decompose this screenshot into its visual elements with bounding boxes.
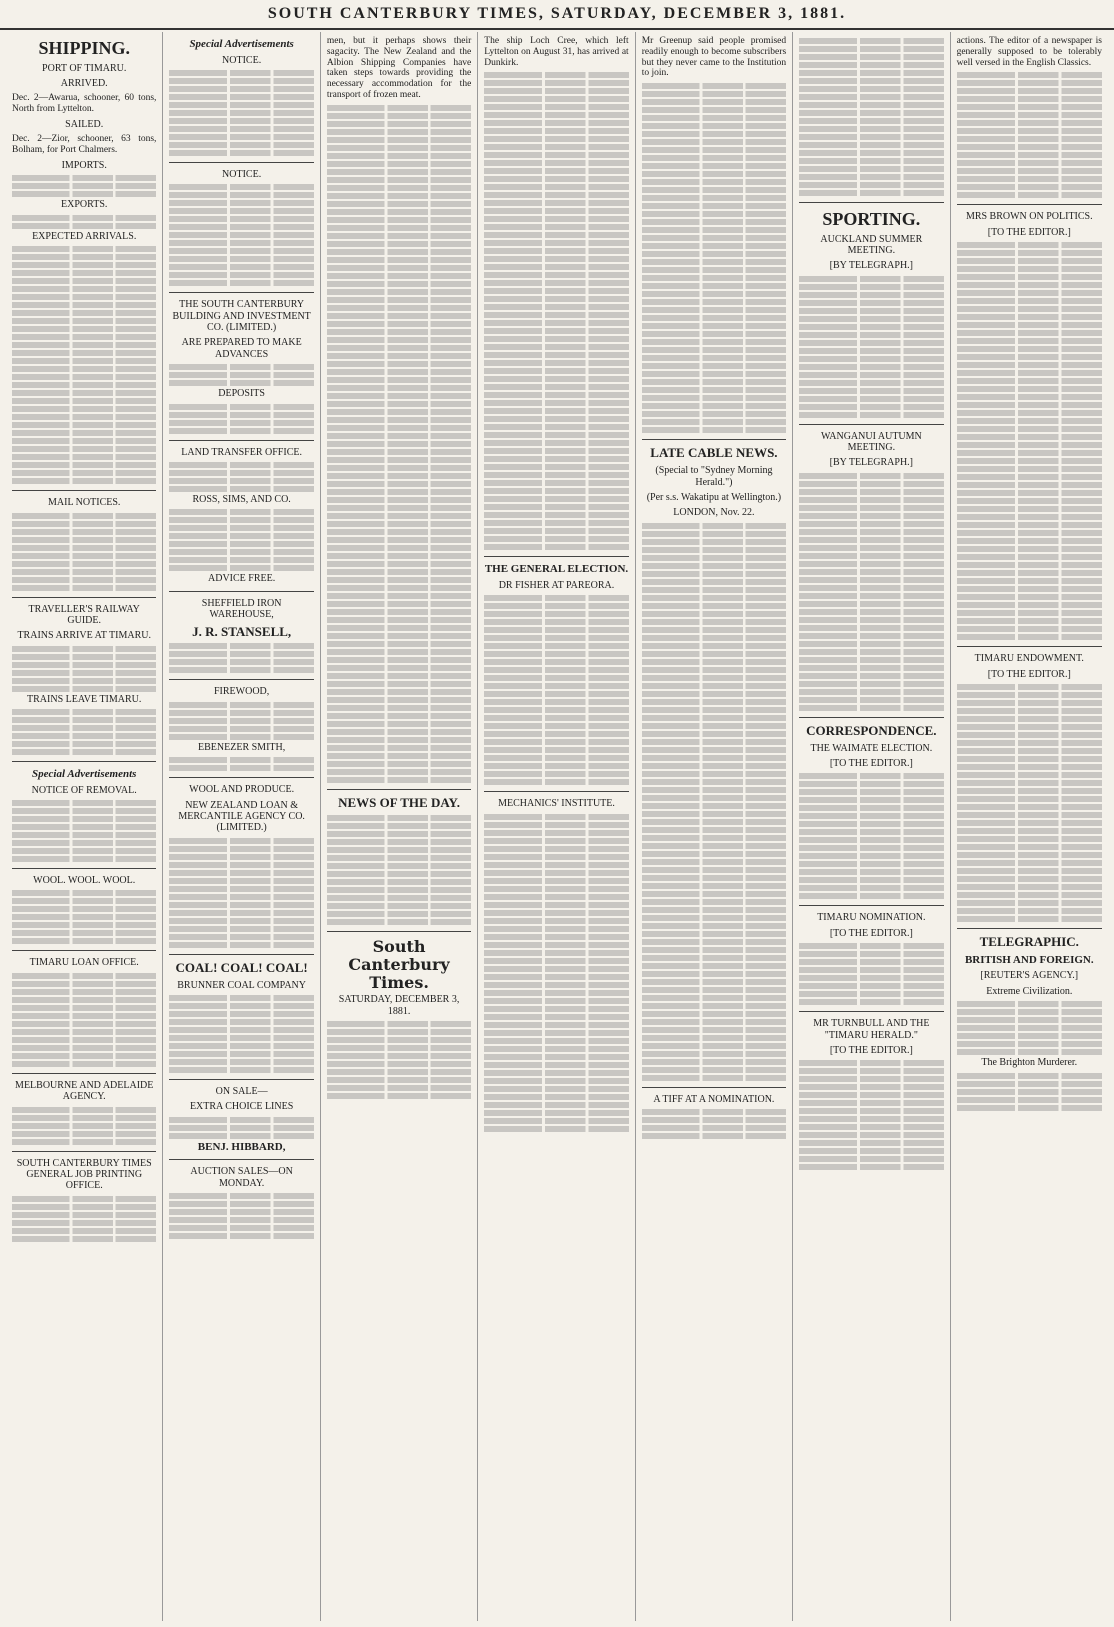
arrive-heading: TRAINS ARRIVE AT TIMARU.: [17, 630, 151, 642]
column-5: [636, 32, 793, 1621]
advice-free: ADVICE FREE.: [208, 573, 276, 585]
hibbard-heading: BENJ. HIBBARD,: [197, 1140, 286, 1153]
masthead: [0, 0, 1114, 30]
murderer-heading: The Brighton Murderer.: [981, 1057, 1078, 1069]
auction-heading: AUCTION SALES—ON MONDAY.: [190, 1166, 293, 1189]
election-heading: THE GENERAL ELECTION.: [484, 563, 629, 576]
col5-text: Mr Greenup said people promised readily enough to become subscribers but they never came to the Institution to join.: [641, 36, 787, 79]
loan-heading: TIMARU LOAN OFFICE.: [29, 957, 139, 969]
print-office-heading: SOUTH CANTERBURY TIMES GENERAL JOB PRINTING OFFICE.: [16, 1157, 152, 1192]
stansell-heading: J. R. STANSELL,: [192, 623, 292, 639]
column-6: [793, 32, 950, 1621]
reuter-heading: [REUTER'S AGENCY.]: [980, 970, 1079, 982]
leave-heading: TRAINS LEAVE TIMARU.: [27, 693, 142, 705]
special-ads-heading-1: Special Advertisements: [32, 768, 137, 781]
to-editor-3: [TO THE EDITOR.]: [829, 1045, 913, 1057]
sailed-text: Dec. 2—Zior, schooner, 63 tons, Bolham, for Port Chalmers.: [12, 134, 157, 156]
wanganui-heading: WANGANUI AUTUMN MEETING.: [820, 430, 922, 454]
land-transfer-heading: LAND TRANSFER OFFICE.: [181, 446, 302, 458]
notice-heading-2: NOTICE.: [222, 168, 262, 180]
coal-heading: COAL! COAL! COAL!: [175, 959, 308, 975]
expected-heading: EXPECTED ARRIVALS.: [32, 230, 137, 242]
cable-via: (Per s.s. Wakatipu at Wellington.): [646, 491, 782, 503]
politics-heading: MRS BROWN ON POLITICS.: [965, 211, 1093, 223]
shipping-heading: SHIPPING.: [38, 38, 130, 58]
cable-london: LONDON, Nov. 22.: [673, 507, 755, 519]
mail-heading: MAIL NOTICES.: [48, 497, 121, 509]
turnbull-heading: MR TURNBULL AND THE "TIMARU HERALD.": [813, 1018, 930, 1041]
on-sale-heading: ON SALE—: [215, 1085, 268, 1097]
news-heading: NEWS OF THE DAY.: [338, 794, 460, 810]
correspondence-heading: CORRESPONDENCE.: [806, 722, 937, 738]
exports-heading: EXPORTS.: [61, 199, 108, 211]
paper-date: SATURDAY, DECEMBER 3, 1881.: [338, 994, 460, 1017]
building-heading: THE SOUTH CANTERBURY BUILDING AND INVESTMENT CO. (LIMITED.): [172, 299, 311, 334]
mechanics-heading: MECHANICS' INSTITUTE.: [498, 798, 615, 810]
brunner-heading: BRUNNER COAL COMPANY: [177, 979, 306, 991]
auckland-heading: AUCKLAND SUMMER MEETING.: [820, 233, 923, 256]
column-2: [163, 32, 320, 1621]
removal-heading: NOTICE OF REMOVAL.: [31, 784, 137, 796]
nomination-heading: TIMARU NOMINATION.: [817, 912, 926, 924]
port-heading: PORT OF TIMARU.: [42, 62, 127, 74]
wool-heading: WOOL. WOOL. WOOL.: [33, 875, 136, 887]
to-editor-4: [TO THE EDITOR.]: [987, 226, 1071, 238]
imports-heading: IMPORTS.: [61, 160, 107, 171]
firewood-heading: FIREWOOD,: [213, 686, 270, 698]
wool-produce-heading: WOOL AND PRODUCE.: [189, 784, 295, 796]
cable-special: (Special to "Sydney Morning Herald."): [655, 465, 773, 488]
deposits-heading: DEPOSITS: [218, 388, 265, 400]
endowment-heading: TIMARU ENDOWMENT.: [974, 653, 1084, 665]
columns: [6, 32, 1108, 1621]
arrived-heading: ARRIVED.: [60, 77, 108, 89]
ross-sims-heading: ROSS, SIMS, AND CO.: [192, 494, 291, 506]
cable-heading: LATE CABLE NEWS.: [650, 445, 778, 461]
fisher-heading: DR FISHER AT PAREORA.: [498, 580, 615, 592]
telegraphic-heading: TELEGRAPHIC.: [979, 934, 1079, 950]
tiff-heading: A TIFF AT A NOMINATION.: [653, 1093, 775, 1105]
to-editor-5: [TO THE EDITOR.]: [987, 668, 1071, 680]
column-1: [6, 32, 163, 1621]
nz-loan-heading: NEW ZEALAND LOAN & MERCANTILE AGENCY CO. (LIMITED.): [178, 799, 305, 834]
sailed-heading: SAILED.: [65, 118, 104, 130]
notice-heading-1: NOTICE.: [222, 54, 262, 66]
extra-heading: EXTRA CHOICE LINES: [189, 1101, 294, 1113]
melbourne-heading: MELBOURNE AND ADELAIDE AGENCY.: [15, 1079, 154, 1103]
special-ads-heading-2: Special Advertisements: [189, 38, 294, 50]
col7-text: actions. The editor of a newspaper is generally supposed to be tolerably well versed in the English Classics.: [956, 36, 1102, 68]
by-telegraph-1: [BY TELEGRAPH.]: [829, 260, 914, 272]
guide-heading: TRAVELLER'S RAILWAY GUIDE.: [28, 603, 140, 626]
col3-text: men, but it perhaps shows their sagacity. The New Zealand and the Albion Shipping Companies have taken steps towards providing the necessary accommodation for the transport of frozen meat.: [326, 36, 472, 101]
by-telegraph-2: [BY TELEGRAPH.]: [829, 457, 914, 469]
column-3: [321, 32, 478, 1621]
extreme-heading: Extreme Civilization.: [986, 985, 1073, 997]
masthead-title: SOUTH CANTERBURY TIMES, SATURDAY, DECEMBER 3, 1881.: [267, 5, 847, 22]
paper-logo: South Canterbury Times.: [348, 936, 450, 993]
british-foreign-heading: BRITISH AND FOREIGN.: [964, 953, 1094, 966]
column-7: [951, 32, 1108, 1621]
smith-heading: EBENEZER SMITH,: [198, 741, 286, 753]
col4-text: The ship Loch Cree, which left Lyttelton on August 31, has arrived at Dunkirk.: [484, 36, 629, 68]
advances-heading: ARE PREPARED TO MAKE ADVANCES: [181, 337, 302, 360]
arrived-text: Dec. 2—Awarua, schooner, 60 tons, North from Lyttelton.: [12, 93, 157, 115]
column-4: [478, 32, 635, 1621]
to-editor-2: [TO THE EDITOR.]: [829, 927, 913, 939]
sporting-heading: SPORTING.: [822, 209, 921, 229]
waimate-heading: THE WAIMATE ELECTION.: [810, 742, 933, 754]
to-editor-1: [TO THE EDITOR.]: [829, 758, 913, 770]
sheffield-heading: SHEFFIELD IRON WAREHOUSE,: [201, 597, 282, 621]
